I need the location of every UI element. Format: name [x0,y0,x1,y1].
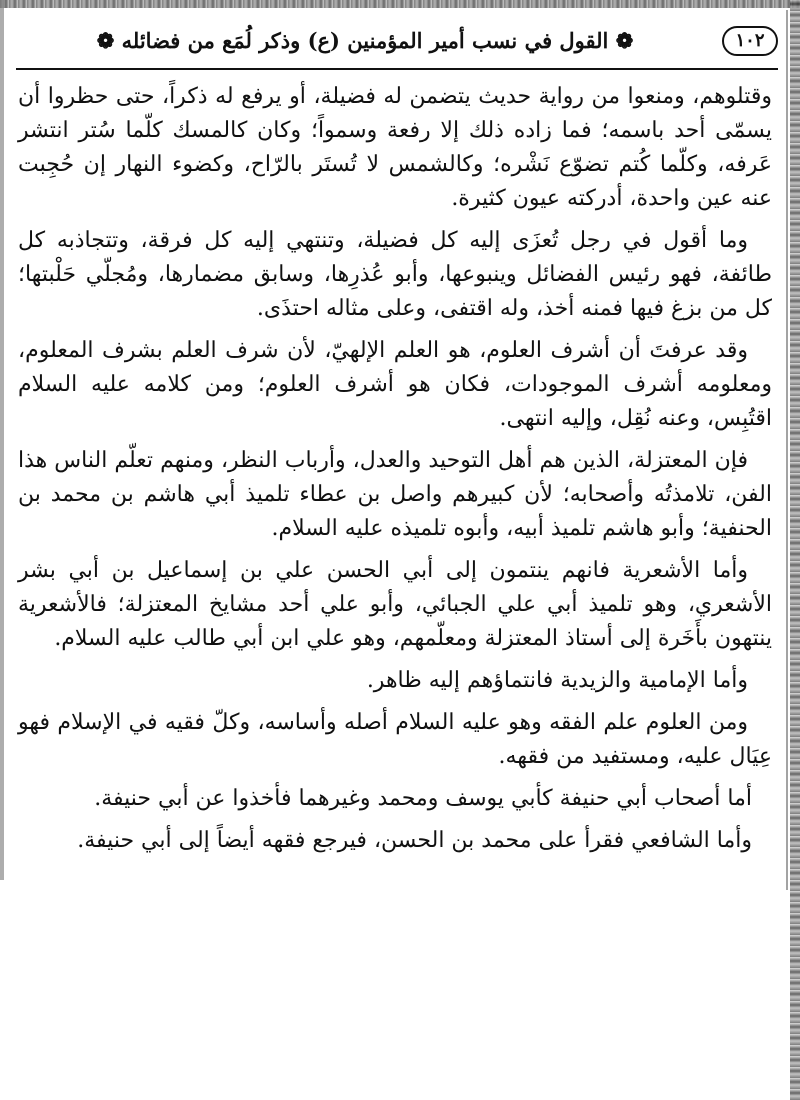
paragraph-8: أما أصحاب أبي حنيفة كأبي يوسف ومحمد وغيرهما فأخذوا عن أبي حنيفة. [94,786,752,811]
paragraph-7: ومن العلوم علم الفقه وهو عليه السلام أصله وأساسه، وكلّ فقيه في الإسلام فهو عِيَال عليه، ومستفيد من فقهه. [18,710,772,769]
page-number: ١٠٢ [722,26,778,56]
paragraph-5: وأما الأشعرية فانهم ينتمون إلى أبي الحسن علي بن إسماعيل بن أبي بشر الأشعري، وهو تلميذ أبي علي الجبائي، وأبو علي أحد مشايخ المعتزلة؛ فالأشعرية ينتهون بأَخَرة إلى أستاذ المعتزلة ومعلّمهم، وهو علي ابن أبي طالب عليه السلام. [18,558,772,651]
paragraph-3: وقد عرفتَ أن أشرف العلوم، هو العلم الإلهيّ، لأن شرف العلم بشرف المعلوم، ومعلومه أشرف الموجودات، فكان هو أشرف العلوم؛ ومن كلامه عليه السلام اقتُبِس، وعنه نُقِل، وإليه انتهى. [18,338,772,431]
header-rule [16,68,778,70]
page-header [16,18,778,70]
paragraph-9: وأما الشافعي فقرأ على محمد بن الحسن، فيرجع فقهه أيضاً إلى أبي حنيفة. [77,828,752,853]
scan-edge-right-inner [786,10,788,890]
running-title: ❁ القول في نسب أمير المؤمنين (ع) وذكر لُمَع من فضائله ❁ [96,28,634,53]
scan-edge-right [790,0,800,1100]
paragraph-2: وما أقول في رجل تُعزَى إليه كل فضيلة، وتنتهي إليه كل فرقة، وتتجاذبه كل طائفة، فهو رئيس الفضائل وينبوعها، وأبو عُذرِها، وسابق مضمارها، ومُجلّي حَلْبتها؛ كل من بزغ فيها فمنه أخذ، وله اقتفى، وعلى مثاله احتذَى. [18,228,772,321]
scan-edge-left [0,0,4,880]
paragraph-4: فإن المعتزلة، الذين هم أهل التوحيد والعدل، وأرباب النظر، ومنهم تعلّم الناس هذا الفن، تلامذتُه وأصحابه؛ لأن كبيرهم واصل بن عطاء تلميذ أبي هاشم بن محمد بن الحنفية؛ وأبو هاشم تلميذ أبيه، وأبوه تلميذه عليه السلام. [18,448,772,541]
page-body [18,80,772,866]
scan-edge-top [0,0,800,8]
paragraph-1: وقتلوهم، ومنعوا من رواية حديث يتضمن له فضيلة، أو يرفع له ذكراً، حتى حظروا أن يسمّى أحد باسمه؛ فما زاده ذلك إلا رفعة وسمواً؛ وكان كالمسك كلّما سُتر انتشر عَرفه، وكلّما كُتم تضوّع نَشْره؛ وكالشمس لا تُستَر بالرّاح، وكضوء النهار إن حُجِبت عنه عين واحدة، أدركته عيون كثيرة. [18,84,772,211]
paragraph-6: وأما الإمامية والزيدية فانتماؤهم إليه ظاهر. [366,668,748,693]
